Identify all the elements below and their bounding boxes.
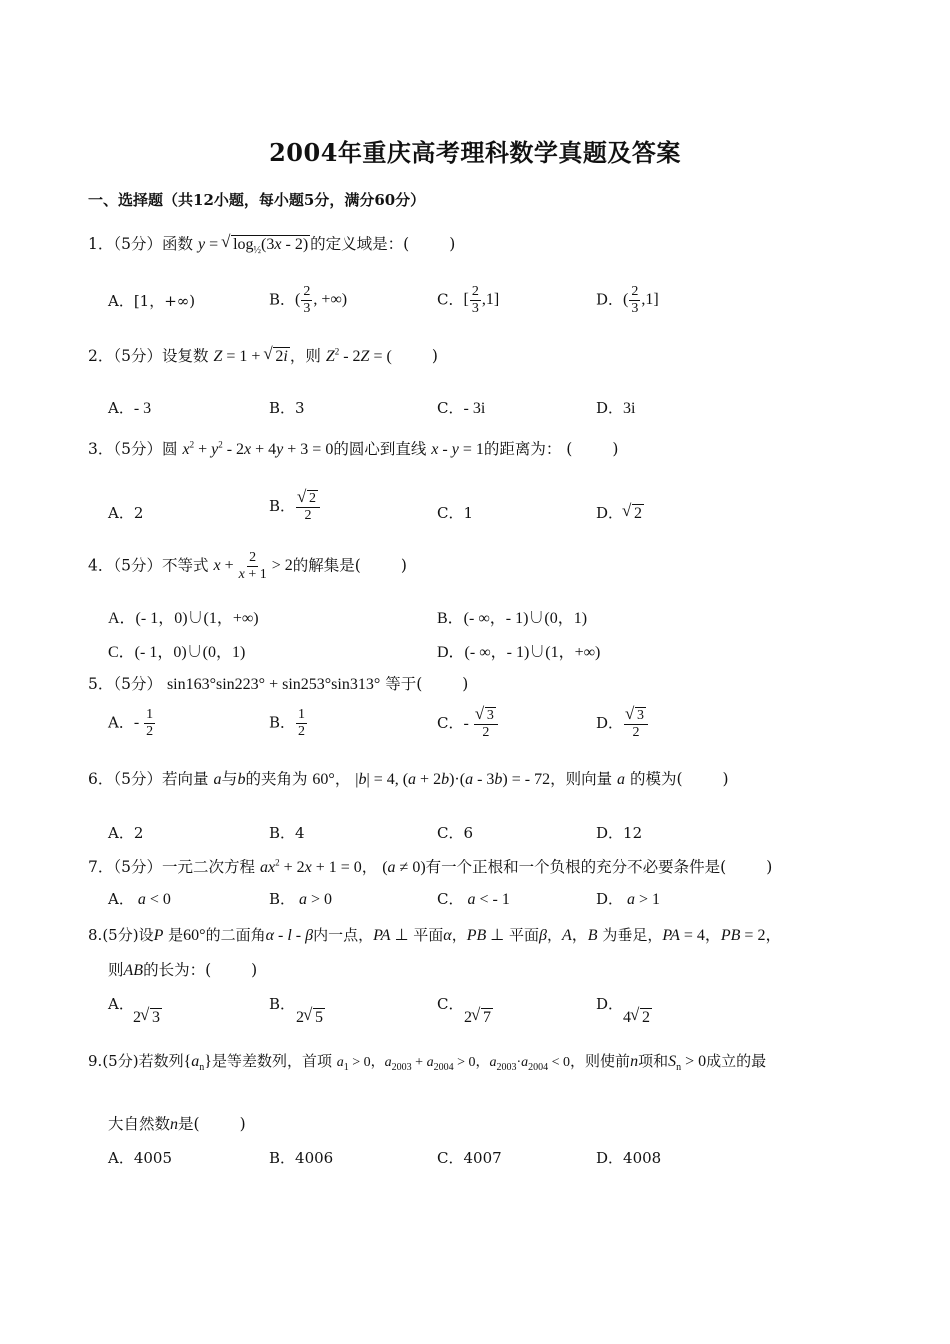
option-d: D． a > 1 [596,890,661,908]
option-b: B．(- ∞，- 1)∪(0，1) [437,610,588,627]
option-a: A．2 [108,504,144,522]
option-d: D．( $\frac{2}{3}$ ,1] [596,284,659,317]
formula: x + $\frac{2}{x + 1}$ > 2 [213,550,293,583]
question-2: 2．（5分）设复数 Z = 1 + √ 2i ，则 $Z^2 - 2Z$ = ( ) [88,344,438,366]
question-4: 4．（5分）不等式 x + $\frac{2}{x + 1}$ > 2的解集是( ) [88,550,407,583]
option-c: C．1 [437,504,474,522]
formula: |b| = 4, (a + 2b)·(a - 3b) = - 72 [355,771,551,788]
formula: x - y = 1 [431,441,484,458]
option-c: C．6 [437,824,474,842]
formula: sin163°sin223° + sin253°sin313° [166,676,381,693]
question-text: 的定义域是：( [310,235,410,253]
option-d: D．4008 [596,1149,662,1167]
question-9-line-2: 大自然数n是( ) [108,1115,246,1133]
option-b: B． √ $\frac{2}{2}$ [269,490,321,524]
option-b: B． a > 0 [269,890,333,908]
option-a: A． a < 0 [108,890,171,908]
option-c: C．(- 1，0)∪(0，1) [108,644,246,661]
option-d-value: 4√ 2 [623,1008,652,1027]
option-d: D． √ $\frac{3}{2}$ [596,707,649,741]
question-score: （5分） [113,235,162,253]
option-b: B．3 [269,399,305,417]
option-b: B．( $\frac{2}{3}$ , +∞) [269,284,348,317]
question-6: 6．（5分）若向量 a与b的夹角为 60°， |b| = 4, (a + 2b)·(a - 3b) = - 72，则向量 a 的模为( ) [88,770,729,788]
question-text: 函数 [162,235,194,253]
option-d: D．√ 2 [596,502,644,523]
formula: $Z^2 - 2Z$ = ( [325,346,392,365]
option-a: A．4005 [108,1149,173,1167]
option-a: A．- $\frac{1}{2}$ [108,707,154,740]
option-c: C．[ $\frac{2}{3}$ ,1] [437,284,500,317]
question-8-line-2: 则AB的长为：( ) [108,961,258,979]
option-c: C．4007 [437,1149,502,1167]
formula: y = √ $\log_{\frac{1}{2}}(3x - 2)$ [198,236,310,253]
option-a-value: 2√ 3 [133,1008,162,1027]
question-9: 9.(5分)若数列$\{a_n\}$是等差数列，首项 $a_1 > 0$，$a_{2003} + a_{2004} > 0$，$a_{2003}\cdot a_{2004} < 0$，则使前n项和$S_n > 0$成立的最 [88,1052,767,1074]
option-a: A．2 [108,824,144,842]
option-b-value: 2√ 5 [296,1008,325,1027]
question-8: 8.(5分)设P 是60°的二面角α - l - β内一点，PA ⊥ 平面α，PB ⊥ 平面β，A，B 为垂足，PA = 4，PB = 2， [88,926,782,944]
section-heading: 一、选择题（共12小题，每小题5分，满分60分） [88,191,426,209]
option-b: B．4006 [269,1149,334,1167]
option-c-value: 2√ 7 [464,1008,493,1027]
option-c: C． [437,995,464,1013]
option-c: C．- 3i [437,399,486,417]
question-1: 1．（5分）函数 y = √ $\log_{\frac{1}{2}}(3x - 2)$ 的定义域是：( ) [88,232,455,256]
option-d: D．3i [596,399,636,417]
formula: Z = 1 + √ 2i [213,348,289,365]
option-a: A．(- 1，0)∪(1，+∞) [108,610,259,627]
option-a: A． [108,995,134,1013]
option-c: C． a < - 1 [437,890,510,908]
formula: $ax^2 + 2x + 1 = 0$ [259,857,362,876]
question-3: 3．（5分）圆 $x^2 + y^2 - 2x + 4y + 3 = 0$的圆心到直线 x - y = 1的距离为： ( ) [88,439,619,458]
option-d: D．(- ∞，- 1)∪(1，+∞) [437,644,601,661]
option-b: B．4 [269,824,305,842]
question-5: 5．（5分） sin163°sin223° + sin253°sin313° 等于( ) [88,675,469,693]
option-b: B． [269,995,296,1013]
option-a: A．[1，+∞) [108,292,196,310]
option-d: D． [596,995,624,1013]
formula: $x^2 + y^2 - 2x + 4y + 3 = 0$ [182,439,334,458]
question-7: 7．（5分）一元二次方程 $ax^2 + 2x + 1 = 0$， (a ≠ 0)有一个正根和一个负根的充分不必要条件是( ) [88,857,773,876]
question-number: 1． [88,235,114,253]
option-b: B． $\frac{1}{2}$ [269,707,306,740]
page-title: 2004年重庆高考理科数学真题及答案 [269,138,681,167]
option-d: D．12 [596,824,643,842]
option-a: A．- 3 [108,399,152,417]
option-c: C．- √ $\frac{3}{2}$ [437,707,499,741]
